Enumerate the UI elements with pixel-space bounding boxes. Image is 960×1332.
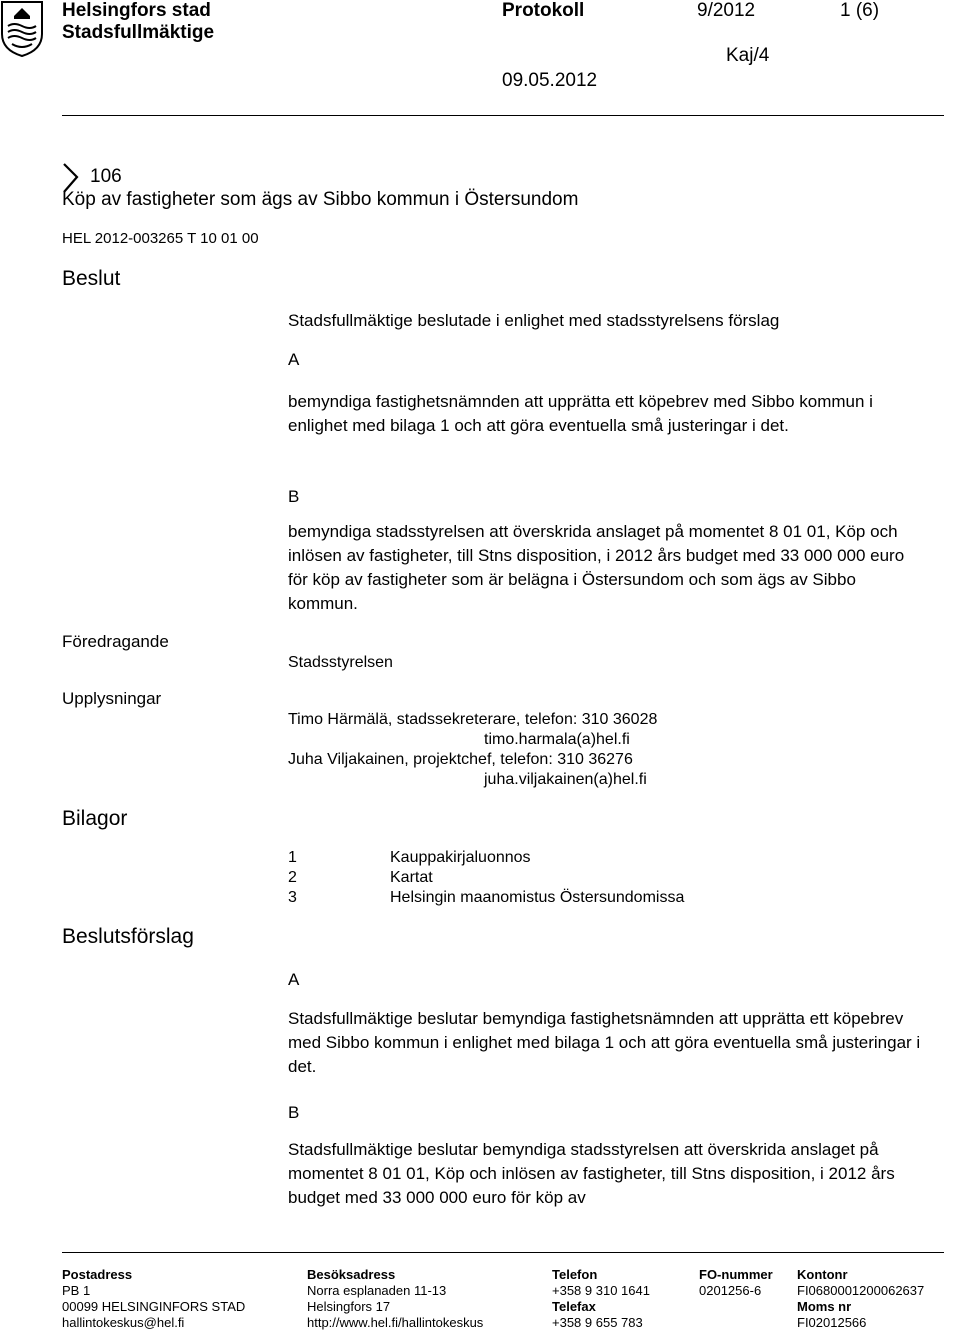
header-divider [62,115,944,116]
section-title: Köp av fastigheter som ägs av Sibbo kommun i Östersundom [62,189,579,210]
contact-email[interactable]: juha.viljakainen(a)hel.fi [484,771,647,788]
label-beslutsforslag: Beslutsförslag [62,925,194,948]
attachment-name[interactable]: Kauppakirjaluonnos [390,849,531,866]
footer-kontonr-value: FI0680001200062637 [797,1283,925,1298]
contact-line: Juha Viljakainen, projektchef, telefon: 310 36276 [288,751,633,768]
footer-fo-label: FO-nummer [699,1267,773,1282]
header-number: 9/2012 [697,0,756,21]
section-number: 106 [90,166,122,187]
footer-telefon-label: Telefon [552,1267,598,1282]
beslut-b-letter: B [288,487,300,506]
forslag-b-letter: B [288,1103,300,1122]
beslut-a-letter: A [288,350,300,369]
footer-telefon-value: +358 9 310 1641 [552,1283,650,1298]
label-foredragande: Föredragande [62,632,169,651]
header-city: Helsingfors stad [62,0,211,21]
footer-moms-value: FI02012566 [797,1315,867,1330]
header-kaj: Kaj/4 [726,45,770,66]
city-crest [0,0,44,58]
footer-telefax-label: Telefax [552,1299,596,1314]
footer-email[interactable]: hallintokeskus@hel.fi [62,1315,185,1330]
footer-besoksadress-line: Norra esplanaden 11-13 [307,1283,447,1298]
footer-website-link[interactable]: http://www.hel.fi/hallintokeskus [307,1315,484,1330]
beslut-b-text: bemyndiga stadsstyrelsen att överskrida anslaget på momentet 8 01 01, Köp och inlösen av fastigheter, till Stns disposition, i 2012 års budget med 33 000 000 euro för köp av fastigheter som är belägna i Östersundom och som ägs av Sibbo kommun. [288,522,905,613]
attachment-name[interactable]: Kartat [390,869,433,886]
forslag-a-text: Stadsfullmäktige beslutar bemyndiga fastighetsnämnden att upprätta ett köpebrev med Sibbo kommun i enlighet med bilaga 1 och att göra eventuella små justeringar i det. [288,1009,921,1076]
label-beslut: Beslut [62,267,121,290]
label-upplysningar: Upplysningar [62,689,162,708]
beslut-a-text: bemyndiga fastighetsnämnden att upprätta ett köpebrev med Sibbo kommun i enlighet med bilaga 1 och att göra eventuella små justeringar i det. [288,392,873,435]
footer-telefax-value: +358 9 655 783 [552,1315,643,1330]
header-page: 1 (6) [840,0,880,21]
footer-moms-label: Moms nr [797,1299,852,1314]
label-bilagor: Bilagor [62,807,128,830]
footer-postadress-line: 00099 HELSINGINFORS STAD [62,1299,246,1314]
attachment-number: 1 [288,849,297,866]
attachment-number: 2 [288,869,297,886]
forslag-a-letter: A [288,970,300,989]
contact-email[interactable]: timo.harmala(a)hel.fi [484,731,630,748]
footer-kontonr-label: Kontonr [797,1267,848,1282]
attachment-number: 3 [288,889,297,906]
contact-line: Timo Härmälä, stadssekreterare, telefon: 310 36028 [288,711,658,728]
header-body: Stadsfullmäktige [62,22,215,43]
attachment-name[interactable]: Helsingin maanomistus Östersundomissa [390,889,685,906]
foredragande-value: Stadsstyrelsen [288,654,393,671]
footer-postadress-line: PB 1 [62,1283,91,1298]
footer-postadress-label: Postadress [62,1267,133,1282]
beslut-intro: Stadsfullmäktige beslutade i enlighet med stadsstyrelsens förslag [288,311,780,330]
footer-fo-value: 0201256-6 [699,1283,762,1298]
footer-besoksadress-line: Helsingfors 17 [307,1299,391,1314]
header-date: 09.05.2012 [502,70,598,91]
footer-besoksadress-label: Besöksadress [307,1267,396,1282]
case-reference: HEL 2012-003265 T 10 01 00 [62,230,259,247]
header-doc-type: Protokoll [502,0,585,21]
forslag-b-text: Stadsfullmäktige beslutar bemyndiga stadsstyrelsen att överskrida anslaget på momentet 8 01 01, Köp och inlösen av fastigheter, till Stns disposition, i 2012 års budget med 33 000 000 euro för köp av [288,1140,895,1207]
footer-divider [62,1252,944,1253]
